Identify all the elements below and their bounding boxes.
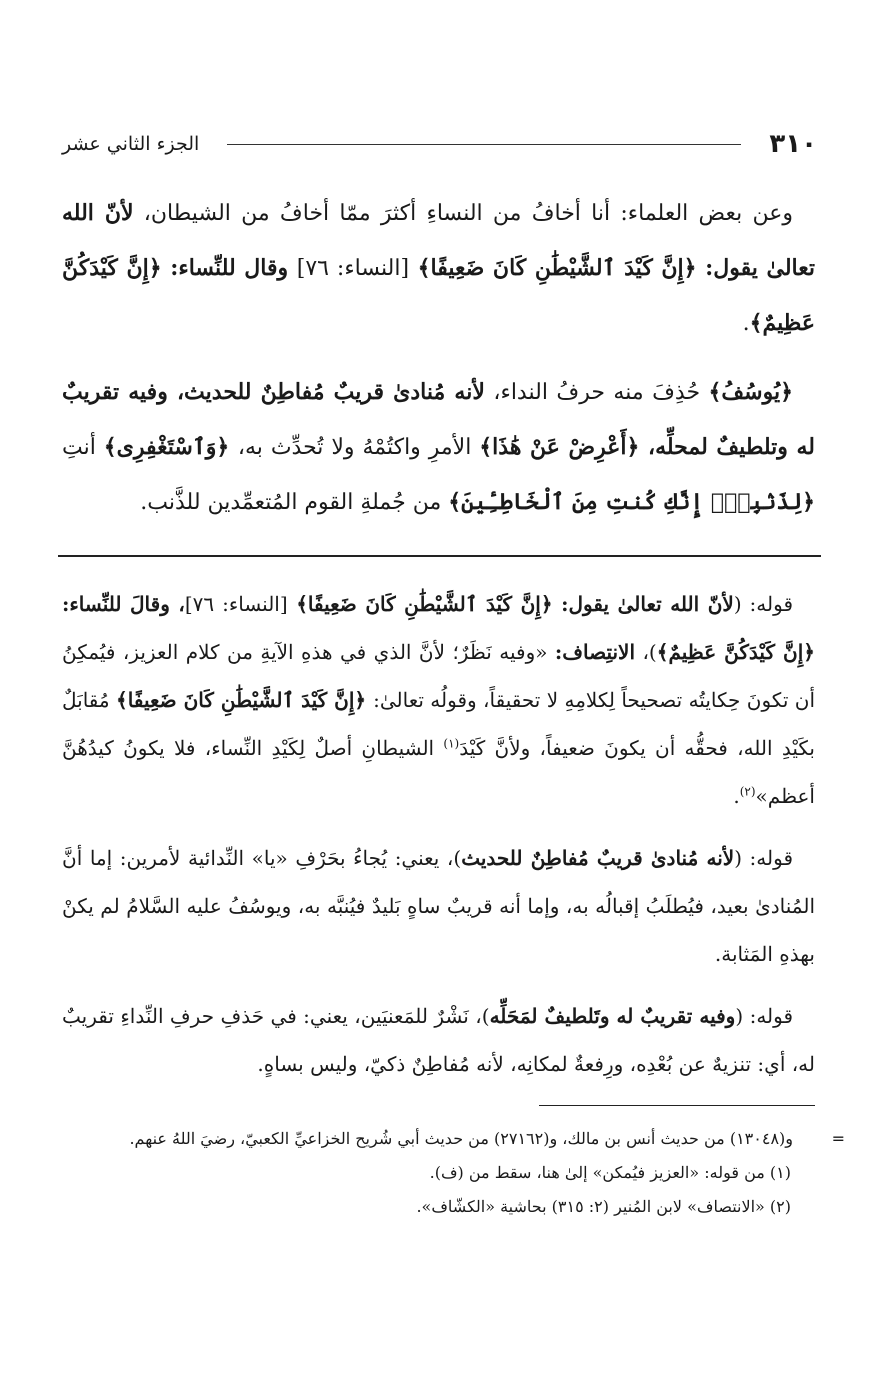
quran-verse: ﴿إِنَّ كَيْدَكُنَّ عَظِيمٌ﴾ [656,640,815,664]
quran-verse: ﴿إِنَّ كَيْدَكُنَّ عَظِيمٌ﴾ [62,255,815,336]
footnote-1: (١) من قوله: «العزيز فيُمكن» إلىٰ هنا، سقط من (ف). [429,1163,791,1182]
commentary-paragraph-3: قوله: (وفيه تقريبٌ له وتَلطيفٌ لمَحَلِّه)، نَشْرٌ للمَعنيَين، يعني: في حَذفِ حرفِ النِّداءِ تقريبٌ له، أي: تنزيهٌ عن بُعْدِه، ورِفعةٌ لمكانِه، لأنه مُفاطِنٌ ذكيّ، وليس بساهٍ. [62,1004,815,1076]
quran-verse: ﴿لِذَنۢبِكِۖ إِنَّكِ كُنتِ مِنَ ٱلْخَاطِـِٔينَ﴾ [448,489,815,515]
footnotes [62,1124,845,1226]
commentary [62,580,815,1102]
running-header [62,124,817,164]
quran-verse: ﴿إِنَّ كَيْدَ ٱلشَّيْطَٰنِ كَانَ ضَعِيفًا﴾ [409,255,706,281]
footnote-continuation: = و(١٣٠٤٨) من حديث أنس بن مالك، و(٢٧١٦٢) من حديث أبي شُريح الخزاعيِّ الكعبيّ، رضيَ اللهُ عنهم. [62,1124,815,1154]
verse-reference: [النساء: ٧٦] [296,256,410,281]
footnote-2: (٢) «الانتصاف» لابن المُنير (٢: ٣١٥) بحاشية «الكشّاف». [416,1197,791,1216]
header-rule [227,144,741,145]
footnote-ref: (٢) [739,784,756,799]
main-text [62,186,815,544]
quran-verse: ﴿أَعْرِضْ عَنْ هَٰذَا﴾ [479,434,648,460]
commentary-paragraph-2: قوله: (لأنه مُنادىٰ قريبٌ مُفاطِنٌ للحديث)، يعني: يُجاءُ بحَرْفِ «يا» النِّدائية لأمرين: إما أنَّ المُنادىٰ بعيد، فيُطلَبُ إقبالُه به، وإما أنه قريبٌ ساهٍ بَليدٌ فيُنبَّه به، ويوسُفُ عليه السَّلامُ لم يكنْ بهذهِ المَثابة. [62,846,815,966]
verse-reference: [النساء: ٧٦] [184,592,288,616]
part-title: الجزء الثاني عشر [62,133,200,155]
page-number: ٣١٠ [769,129,817,159]
main-paragraph-1: وعن بعض العلماء: أنا أخافُ من النساءِ أكثرَ ممّا أخافُ من الشيطان، لأنّ الله تعالىٰ يقول: ﴿إِنَّ كَيْدَ ٱلشَّيْطَٰنِ كَانَ ضَعِيفًا﴾ [النساء: ٧٦] وقال للنِّساء: ﴿إِنَّ كَيْدَكُنَّ عَظِيمٌ﴾. [62,200,815,336]
quran-verse: ﴿إِنَّ كَيْدَ ٱلشَّيْطَٰنِ كَانَ ضَعِيفًا﴾ [287,592,562,616]
section-divider [58,555,821,557]
footnote-divider [539,1105,815,1106]
main-paragraph-2: ﴿يُوسُفُ﴾ حُذِفَ منه حرفُ النداء، لأنه مُنادىٰ قريبٌ مُفاطِنٌ للحديث، وفيه تقريبٌ له وتلطيفٌ لمحلِّه، ﴿أَعْرِضْ عَنْ هَٰذَا﴾ الأمرِ واكتُمْهُ ولا تُحدِّث به، ﴿وَٱسْتَغْفِرِى﴾ أنتِ ﴿لِذَنۢبِكِۖ إِنَّكِ كُنتِ مِنَ ٱلْخَاطِـِٔينَ﴾ من جُملةِ القوم المُتعمِّدين للذَّنب. [62,379,815,515]
quran-verse: ﴿إِنَّ كَيْدَ ٱلشَّيْطَٰنِ كَانَ ضَعِيفًا﴾ [116,688,374,712]
quran-verse: ﴿وَٱسْتَغْفِرِى﴾ [103,434,238,460]
quran-verse: ﴿يُوسُفُ﴾ [708,379,793,405]
continuation-marker: = [831,1129,845,1148]
footnote-ref: (١) [443,736,460,751]
commentary-paragraph-1: قوله: (لأنّ الله تعالىٰ يقول: ﴿إِنَّ كَيْدَ ٱلشَّيْطَٰنِ كَانَ ضَعِيفًا﴾ [النساء: ٧٦]، وقالَ للنِّساء: ﴿إِنَّ كَيْدَكُنَّ عَظِيمٌ﴾)، الانتِصاف: «وفيه نَظَرٌ؛ لأنَّ الذي في هذهِ الآيةِ من كلام العزيز، فيُمكِنُ أن تكونَ حِكايتُه تصحيحاً لِكلامِهِ لا تحقيقاً، وقولُه تعالىٰ: ﴿إِنَّ كَيْدَ ٱلشَّيْطَٰنِ كَانَ ضَعِيفًا﴾ مُقابَلٌ بكَيْدِ الله، فحقُّه أن يكونَ ضعيفاً، ولأنَّ كَيْدَ$^{(١)}$ الشيطانِ أصلٌ لِكَيْدِ النِّساء، فلا يكونُ كيدُهُنَّ أعظم»$^{(٢)}$. [62,592,816,808]
